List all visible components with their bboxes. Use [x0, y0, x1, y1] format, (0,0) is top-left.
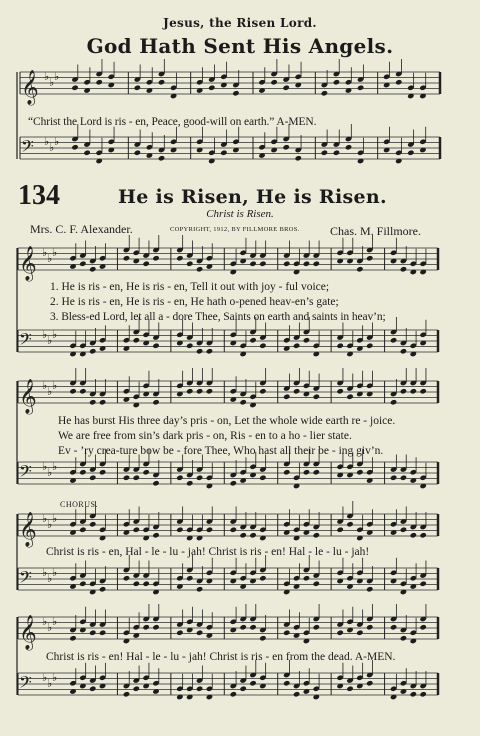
notehead: [196, 475, 203, 481]
notehead: [176, 475, 183, 481]
notehead: [336, 388, 343, 394]
notehead: [295, 155, 302, 161]
notehead: [142, 581, 149, 587]
notehead: [410, 388, 417, 394]
notehead: [395, 79, 402, 85]
flat-icon: ♭: [42, 460, 48, 473]
notehead: [133, 581, 140, 587]
notehead: [283, 469, 290, 475]
notehead: [79, 581, 86, 587]
notehead: [419, 532, 426, 538]
notehead: [79, 261, 86, 267]
notehead: [220, 150, 227, 156]
notehead: [249, 624, 256, 630]
flat-icon: ♭: [42, 615, 48, 628]
notehead: [71, 85, 78, 91]
flat-icon: ♭: [52, 615, 58, 628]
chorus-line: Christ is ris - en, Hal - le - lu - jah! Christ is ris - en! Hal - le - lu - jah!: [46, 546, 370, 558]
notehead: [283, 261, 290, 267]
notehead: [366, 586, 373, 592]
notehead: [79, 469, 86, 475]
notehead: [208, 85, 215, 91]
notehead: [313, 532, 320, 538]
notehead: [99, 399, 106, 405]
notehead: [196, 266, 203, 272]
notehead: [366, 624, 373, 630]
verse-line: Ev - ’ry crea-ture bow be - fore Thee, Who hast all their be - ing giv’n.: [58, 445, 384, 457]
notehead: [400, 266, 407, 272]
notehead: [400, 527, 407, 533]
notehead: [400, 348, 407, 354]
notehead: [89, 521, 96, 527]
notehead: [313, 394, 320, 400]
notehead: [419, 581, 426, 587]
notehead: [152, 255, 159, 261]
notehead: [333, 150, 340, 156]
flat-icon: ♭: [52, 379, 58, 392]
notehead: [419, 624, 426, 630]
notehead: [366, 680, 373, 686]
notehead: [303, 337, 310, 343]
notehead: [400, 475, 407, 481]
previous-hymn-title: God Hath Sent His Angels.: [86, 34, 394, 58]
bass-clef-icon: 𝄢: [19, 329, 32, 353]
notehead: [259, 575, 266, 581]
notehead: [99, 586, 106, 592]
notehead: [336, 630, 343, 636]
notehead: [313, 469, 320, 475]
treble-clef-icon: 𝄞: [19, 615, 37, 650]
notehead: [313, 624, 320, 630]
notehead: [282, 85, 289, 91]
notehead: [400, 388, 407, 394]
notehead: [366, 343, 373, 349]
flat-icon: ♭: [49, 76, 55, 89]
notehead: [356, 630, 363, 636]
flat-icon: ♭: [42, 246, 48, 259]
notehead: [158, 155, 165, 161]
notehead: [303, 261, 310, 267]
notehead: [196, 388, 203, 394]
notehead: [390, 624, 397, 630]
notehead: [357, 85, 364, 91]
notehead: [134, 150, 141, 156]
notehead: [79, 388, 86, 394]
notehead: [390, 475, 397, 481]
notehead: [133, 686, 140, 692]
notehead: [283, 394, 290, 400]
notehead: [152, 532, 159, 538]
notehead: [206, 527, 213, 533]
notehead: [239, 399, 246, 405]
bass-clef-icon: 𝄢: [19, 567, 32, 591]
notehead: [239, 624, 246, 630]
notehead: [333, 79, 340, 85]
flat-icon: ♭: [52, 246, 58, 259]
notehead: [249, 337, 256, 343]
treble-clef-icon: 𝄞: [19, 512, 37, 547]
hymn-number: 134: [18, 180, 60, 211]
notehead: [152, 343, 159, 349]
notehead: [390, 337, 397, 343]
notehead: [259, 343, 266, 349]
notehead: [176, 527, 183, 533]
notehead: [89, 399, 96, 405]
notehead: [293, 343, 300, 349]
hymn-title: He is Risen, He is Risen.: [118, 186, 387, 208]
notehead: [99, 469, 106, 475]
notehead: [133, 475, 140, 481]
notehead: [270, 79, 277, 85]
chorus-label: CHORUS.: [60, 500, 98, 509]
notehead: [186, 388, 193, 394]
notehead: [239, 532, 246, 538]
flat-icon: ♭: [52, 460, 58, 473]
flat-icon: ♭: [47, 572, 53, 585]
notehead: [249, 680, 256, 686]
bass-clef-icon: 𝄢: [19, 461, 32, 485]
notehead: [186, 575, 193, 581]
notehead: [71, 144, 78, 150]
notehead: [230, 527, 237, 533]
notehead: [259, 635, 266, 641]
flat-icon: ♭: [49, 141, 55, 154]
notehead: [152, 399, 159, 405]
flat-icon: ♭: [47, 466, 53, 479]
notehead: [123, 475, 130, 481]
treble-clef-icon: 𝄞: [21, 70, 39, 105]
notehead: [123, 255, 130, 261]
flat-icon: ♭: [47, 334, 53, 347]
notehead: [158, 79, 165, 85]
notehead: [366, 255, 373, 261]
hymn-composer: Chas. M. Fillmore.: [330, 224, 422, 238]
notehead: [410, 691, 417, 697]
notehead: [356, 266, 363, 272]
flat-icon: ♭: [47, 518, 53, 531]
notehead: [400, 635, 407, 641]
notehead: [186, 261, 193, 267]
notehead: [123, 691, 130, 697]
notehead: [186, 343, 193, 349]
notehead: [89, 686, 96, 692]
notehead: [407, 150, 414, 156]
notehead: [123, 575, 130, 581]
notehead: [303, 469, 310, 475]
bass-clef-icon: 𝄢: [21, 136, 34, 160]
hymn-author: Mrs. C. F. Alexander.: [30, 222, 133, 236]
flat-icon: ♭: [52, 566, 58, 579]
notehead: [259, 388, 266, 394]
notehead: [133, 337, 140, 343]
notehead: [176, 630, 183, 636]
notehead: [259, 475, 266, 481]
notehead: [336, 343, 343, 349]
flat-icon: ♭: [42, 379, 48, 392]
notehead: [249, 532, 256, 538]
flat-icon: ♭: [47, 252, 53, 265]
flat-icon: ♭: [44, 135, 50, 148]
notehead: [313, 261, 320, 267]
flat-icon: ♭: [52, 512, 58, 525]
notehead: [196, 348, 203, 354]
notehead: [410, 532, 417, 538]
notehead: [419, 388, 426, 394]
verse-line: He has burst His three day’s pris - on, Let the whole wide earth re - joice.: [58, 415, 396, 427]
section-heading: Jesus, the Risen Lord.: [163, 16, 317, 30]
notehead: [313, 581, 320, 587]
flat-icon: ♭: [54, 135, 60, 148]
flat-icon: ♭: [52, 671, 58, 684]
notehead: [249, 261, 256, 267]
flat-icon: ♭: [54, 70, 60, 83]
notehead: [283, 680, 290, 686]
chorus-line: Christ is ris - en! Hal - le - lu - jah! Christ is ris - en from the dead. A-MEN.: [46, 651, 396, 663]
notehead: [232, 90, 239, 96]
notehead: [186, 480, 193, 486]
treble-clef-icon: 𝄞: [19, 246, 37, 281]
notehead: [303, 575, 310, 581]
bass-clef-icon: 𝄢: [19, 672, 32, 696]
notehead: [346, 521, 353, 527]
flat-icon: ♭: [47, 621, 53, 634]
flat-icon: ♭: [52, 328, 58, 341]
previous-hymn-lyric: “Christ the Lord is ris - en, Peace, good-will on earth.” A-MEN.: [28, 116, 317, 128]
notehead: [99, 630, 106, 636]
notehead: [133, 527, 140, 533]
notehead: [390, 399, 397, 405]
flat-icon: ♭: [42, 566, 48, 579]
notehead: [196, 586, 203, 592]
notehead: [293, 691, 300, 697]
notehead: [142, 261, 149, 267]
flat-icon: ♭: [47, 677, 53, 690]
notehead: [239, 686, 246, 692]
notehead: [206, 388, 213, 394]
notehead: [346, 394, 353, 400]
flat-icon: ♭: [42, 512, 48, 525]
notehead: [283, 630, 290, 636]
notehead: [134, 85, 141, 91]
notehead: [196, 686, 203, 692]
notehead: [336, 527, 343, 533]
notehead: [196, 630, 203, 636]
verse-line: We are free from sin’s dark pris - on, Ris - en to a ho - lier state.: [58, 430, 352, 442]
hymn-copyright: COPYRIGHT, 1912, BY FILLMORE BROS.: [170, 226, 300, 233]
notehead: [259, 261, 266, 267]
notehead: [152, 480, 159, 486]
notehead: [89, 348, 96, 354]
notehead: [79, 527, 86, 533]
flat-icon: ♭: [47, 385, 53, 398]
flat-icon: ♭: [42, 671, 48, 684]
flat-icon: ♭: [44, 70, 50, 83]
notehead: [142, 469, 149, 475]
notehead: [152, 624, 159, 630]
notehead: [345, 144, 352, 150]
notehead: [282, 144, 289, 150]
notehead: [346, 686, 353, 692]
notehead: [69, 388, 76, 394]
notehead: [419, 691, 426, 697]
verse-line: 2. He is ris - en, He is ris - en, He hath o-pened heav-en’s gate;: [50, 296, 339, 308]
notehead: [95, 79, 102, 85]
notehead: [230, 691, 237, 697]
notehead: [83, 150, 90, 156]
notehead: [89, 630, 96, 636]
notehead: [89, 266, 96, 272]
notehead: [230, 480, 237, 486]
notehead: [206, 348, 213, 354]
notehead: [69, 635, 76, 641]
notehead: [89, 475, 96, 481]
notehead: [356, 469, 363, 475]
verse-line: 1. He is ris - en, He is ris - en, Tell it out with joy - ful voice;: [50, 281, 330, 293]
notehead: [321, 150, 328, 156]
notehead: [142, 624, 149, 630]
verse-line: 3. Bless-ed Lord, let all a - dore Thee, Saints on earth and saints in heav’n;: [50, 311, 386, 323]
notehead: [293, 388, 300, 394]
flat-icon: ♭: [42, 328, 48, 341]
treble-clef-icon: 𝄞: [19, 379, 37, 414]
notehead: [176, 255, 183, 261]
notehead: [321, 90, 328, 96]
hymn-subtitle: Christ is Risen.: [206, 208, 274, 220]
